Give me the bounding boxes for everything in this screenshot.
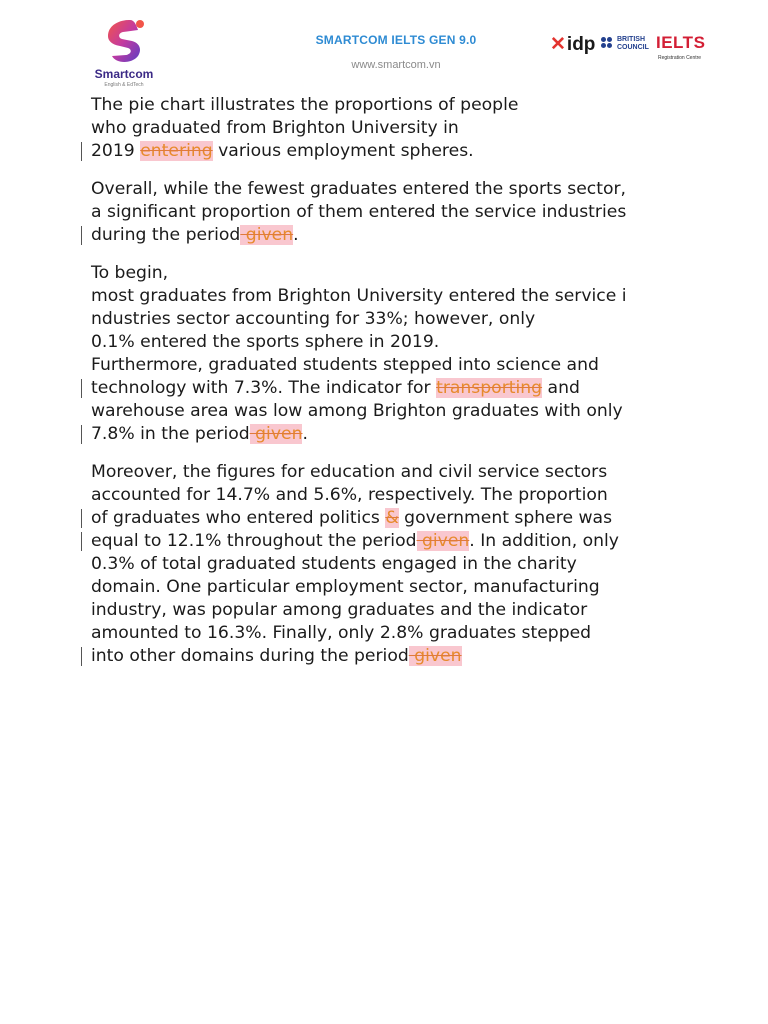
text-line: accounted for 14.7% and 5.6%, respectively. The proportion [91, 485, 608, 505]
deleted-word: transporting [436, 378, 543, 398]
text-line-with-edit: technology with 7.3%. The indicator for transporting and [0, 377, 768, 400]
logo-tagline: English & EdTech [104, 82, 144, 88]
partner-logos [550, 33, 710, 65]
paragraph-body-1 [0, 262, 768, 446]
paragraph-overview [0, 178, 768, 247]
text-line: most graduates from Brighton University entered the service i [91, 286, 627, 306]
british-council-line2: COUNCIL [617, 44, 649, 51]
idp-label: idp [566, 34, 596, 55]
ielts-logo: IELTS [656, 33, 706, 52]
paragraph-body-2 [0, 461, 768, 668]
page-header [0, 0, 768, 95]
essay-body [0, 94, 768, 683]
smartcom-logo [88, 16, 160, 88]
british-council-line1: BRITISH [617, 36, 645, 43]
deleted-word: entering [140, 141, 213, 161]
text-line-with-edit: 2019 entering various employment spheres. [0, 140, 768, 163]
text-line: 0.3% of total graduated students engaged in the charity [91, 554, 577, 574]
text-line: industry, was popular among graduates and the indicator [91, 600, 588, 620]
text-line: warehouse area was low among Brighton graduates with only [91, 401, 623, 421]
text-line: 0.1% entered the sports sphere in 2019. [91, 332, 440, 352]
deleted-word: given [408, 646, 462, 666]
british-council-dots-icon [601, 37, 615, 51]
smartcom-s-icon [88, 16, 160, 68]
text-line-with-edit: equal to 12.1% throughout the period given. In addition, only [0, 530, 768, 553]
deleted-word: given [240, 225, 294, 245]
text-line: amounted to 16.3%. Finally, only 2.8% graduates stepped [91, 623, 592, 643]
text-line: who graduated from Brighton University in [91, 118, 459, 138]
text-line-with-edit: 7.8% in the period given. [0, 423, 768, 446]
text-line-with-edit: during the period given. [0, 224, 768, 247]
text-line-with-edit: of graduates who entered politics & government sphere was [0, 507, 768, 530]
text-line: To begin, [91, 263, 169, 283]
text-line: Moreover, the figures for education and civil service sectors [91, 462, 608, 482]
idp-x-icon: ✕ [550, 34, 566, 55]
text-line-with-edit: into other domains during the period given [0, 645, 768, 668]
logo-name: Smartcom [94, 67, 154, 81]
text-line: Overall, while the fewest graduates entered the sports sector, [91, 179, 627, 199]
header-url[interactable]: www.smartcom.vn [351, 59, 441, 71]
text-line: ndustries sector accounting for 33%; however, only [91, 309, 536, 329]
text-line: domain. One particular employment sector, manufacturing [91, 577, 600, 597]
header-title: SMARTCOM IELTS GEN 9.0 [315, 33, 477, 47]
text-line: Furthermore, graduated students stepped into science and [91, 355, 599, 375]
idp-logo [550, 34, 595, 56]
deleted-word: & [385, 508, 399, 528]
ielts-subtitle: Registration Centre [658, 55, 702, 61]
text-line: a significant proportion of them entered the service industries [91, 202, 627, 222]
text-line: The pie chart illustrates the proportions of people [91, 95, 519, 115]
british-council-logo [601, 36, 651, 54]
deleted-word: given [416, 531, 470, 551]
paragraph-introduction [0, 94, 768, 163]
deleted-word: given [249, 424, 303, 444]
